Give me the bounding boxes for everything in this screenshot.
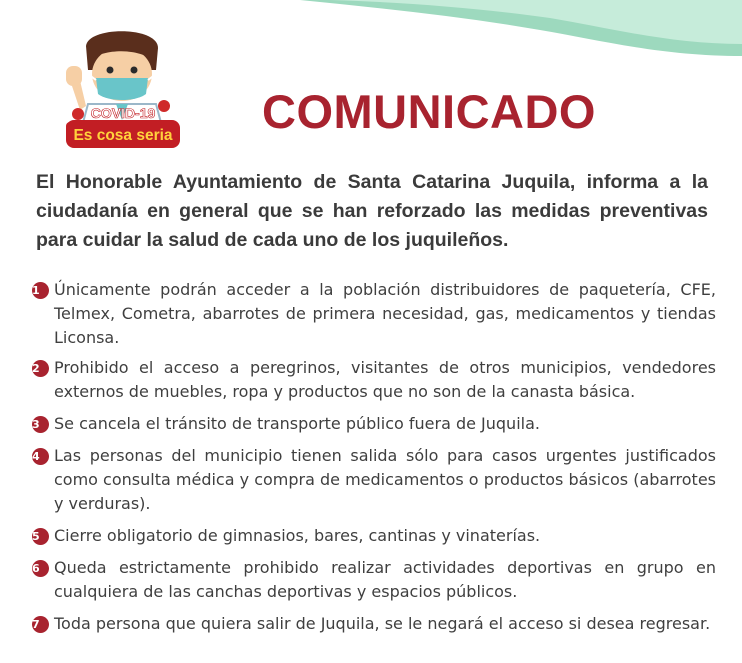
logo-line2: Es cosa seria (73, 127, 173, 144)
number-badge: 3 (32, 416, 49, 433)
measures-list (32, 278, 716, 636)
covid-logo (52, 22, 194, 152)
number-badge: 7 (32, 616, 49, 633)
number-badge: 4 (32, 448, 49, 465)
list-item-text: Queda estrictamente prohibido realizar actividades deportivas en grupo en cualquiera de las canchas deportivas y espacios públicos. (54, 558, 716, 601)
number-badge: 1 (32, 282, 49, 299)
list-item-text: Se cancela el tránsito de transporte público fuera de Juquila. (54, 414, 540, 433)
list-item (32, 412, 716, 436)
list-item-text: Únicamente podrán acceder a la población distribuidores de paquetería, CFE, Telmex, Cometra, abarrotes de primera necesidad, gas, medicamentos y tiendas Liconsa. (54, 280, 716, 347)
list-item (32, 278, 716, 350)
intro-paragraph: El Honorable Ayuntamiento de Santa Catarina Juquila, informa a la ciudadanía en general que se han reforzado las medidas preventivas para cuidar la salud de cada uno de los juquileños. (36, 171, 708, 251)
list-item-text: Cierre obligatorio de gimnasios, bares, cantinas y vinaterías. (54, 526, 541, 545)
number-badge: 2 (32, 360, 49, 377)
list-item-text: Toda persona que quiera salir de Juquila, se le negará el acceso si desea regresar. (54, 614, 711, 633)
list-item (32, 612, 716, 636)
list-item (32, 356, 716, 404)
list-item (32, 524, 716, 548)
logo-line1: COVID-19 (90, 105, 156, 121)
list-item (32, 444, 716, 516)
list-item (32, 556, 716, 604)
list-item-text: Prohibido el acceso a peregrinos, visitantes de otros municipios, vendedores externos de muebles, ropa y productos que no son de la canasta básica. (54, 358, 716, 401)
page-title: COMUNICADO (262, 85, 596, 138)
number-badge: 6 (32, 560, 49, 577)
list-item-text: Las personas del municipio tienen salida sólo para casos urgentes justificados como consulta médica y compra de medicamentos o productos básicos (abarrotes y verduras). (54, 446, 716, 513)
number-badge: 5 (32, 528, 49, 545)
